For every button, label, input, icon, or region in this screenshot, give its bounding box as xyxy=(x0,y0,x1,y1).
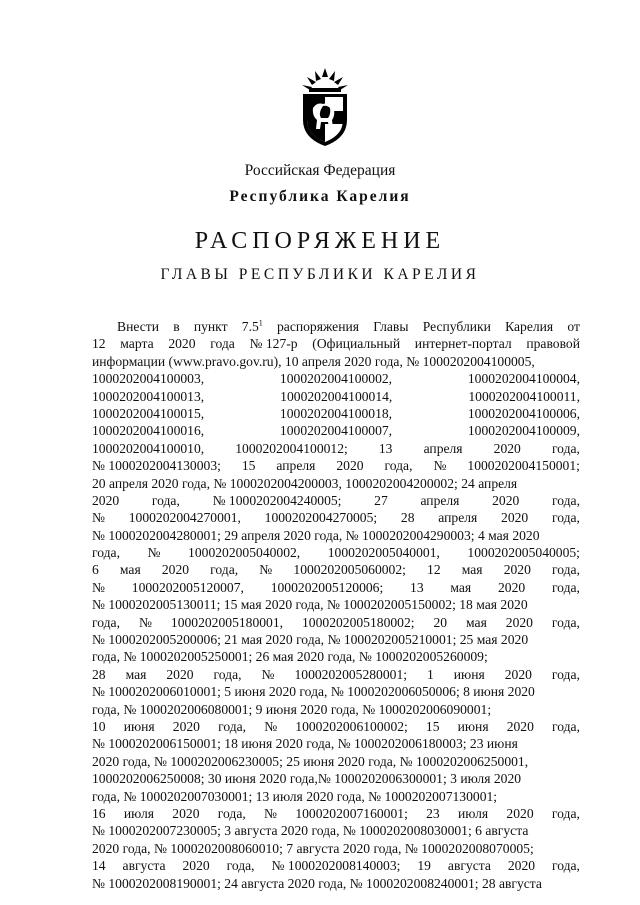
body-word: 6 xyxy=(92,562,99,578)
body-word: 1000202004100003, xyxy=(92,371,205,387)
body-word: года, xyxy=(551,858,580,874)
body-word: мая xyxy=(125,666,147,682)
body-word: 1000202007160001; xyxy=(295,805,408,821)
body-word: 16 xyxy=(92,805,106,821)
body-line xyxy=(92,857,580,874)
body-word: 1000202005280001; xyxy=(294,666,408,682)
body-word: 13 xyxy=(410,579,424,595)
body-word: 2020 года, № 1000202006230005; 25 июня 2020 года, № 1000202006250001, xyxy=(92,753,529,769)
body-word: года, № 1000202006080001; 9 июня 2020 года, № 1000202006090001; xyxy=(92,701,492,717)
body-word: года, xyxy=(92,545,120,561)
body-word: года, xyxy=(213,666,242,682)
body-word: № 1000202004240005; xyxy=(212,492,342,508)
body-word: № xyxy=(138,614,152,630)
body-word: № xyxy=(259,562,273,578)
body-word: 20 xyxy=(433,614,448,630)
body-word: 1000202004100007, xyxy=(279,423,393,439)
body-word: 1000202004100002, xyxy=(279,371,393,387)
body-line xyxy=(92,788,580,805)
body-word: 19 xyxy=(417,858,431,874)
body-word: 2020 xyxy=(497,579,526,595)
document-type-title: РАСПОРЯЖЕНИЕ xyxy=(194,228,446,254)
body-line xyxy=(92,544,580,561)
body-word: 12 xyxy=(427,562,441,578)
body-word: года, xyxy=(218,718,247,734)
body-word: № 1000202004280001; 29 апреля 2020 года, № 1000202004290003; 4 мая 2020 xyxy=(92,527,540,543)
body-line xyxy=(92,440,580,457)
body-word: 20 апреля 2020 года, № 1000202004200003, 1000202004200002; 24 апреля xyxy=(92,475,518,491)
body-word: 2020 xyxy=(493,440,521,456)
body-word: 1000202004270001, xyxy=(128,510,241,526)
body-word: апреля xyxy=(423,440,463,456)
body-word: 1000202006250008; 30 июня 2020 года,№ 1000202006300001; 3 июля 2020 xyxy=(92,771,522,787)
body-word: 2020 xyxy=(166,666,194,682)
body-line xyxy=(92,753,580,770)
body-word: Главы xyxy=(373,319,409,334)
body-word: № xyxy=(147,545,161,561)
body-line xyxy=(92,666,580,683)
body-word: Внести xyxy=(117,319,159,334)
body-word: № 1000202008140003; xyxy=(271,858,401,874)
body-word: 2020 xyxy=(506,805,534,821)
body-word: правовой xyxy=(526,336,580,352)
body-word: года, № 1000202007030001; 13 июля 2020 года, № 1000202007130001; xyxy=(92,788,498,804)
body-line xyxy=(92,579,580,596)
body-word: (Официальный xyxy=(312,336,401,352)
body-line xyxy=(92,805,580,822)
body-word: 1000202005040002, xyxy=(188,545,301,561)
body-word: 1000202005060002; xyxy=(293,562,406,578)
body-word: июня xyxy=(457,718,489,734)
country-name: Российская Федерация xyxy=(244,162,396,179)
body-word: 1000202005120006; xyxy=(270,579,384,595)
body-word: 15 xyxy=(241,458,256,474)
body-word: 1000202005120007, xyxy=(131,579,244,595)
body-line xyxy=(92,683,580,700)
body-word: № 1000202004130003; xyxy=(92,458,221,474)
body-word: года xyxy=(210,336,235,352)
body-line xyxy=(92,822,580,839)
body-word: 2020 xyxy=(507,858,536,874)
body-word: 1000202004100011, xyxy=(468,388,580,404)
body-word: 1000202004100006, xyxy=(467,405,580,421)
republic-name: Республика Карелия xyxy=(229,188,411,205)
body-line xyxy=(92,405,580,422)
body-line xyxy=(92,596,580,613)
body-line xyxy=(92,509,580,526)
body-line xyxy=(92,318,580,335)
body-word: года, xyxy=(226,858,255,874)
body-word: июня xyxy=(123,718,155,734)
body-word: № xyxy=(264,805,278,821)
body-line xyxy=(92,527,580,544)
body-word: 10 xyxy=(92,718,106,734)
body-word: года, xyxy=(552,562,580,578)
body-word: августа xyxy=(447,858,491,874)
body-line xyxy=(92,475,580,492)
document-body xyxy=(92,318,580,892)
body-word: интернет-портал xyxy=(414,336,512,352)
body-word: № xyxy=(264,718,278,734)
body-word: мая xyxy=(466,614,487,630)
body-word: июля xyxy=(123,805,155,821)
body-word: года, xyxy=(551,666,580,682)
body-line xyxy=(92,701,580,718)
body-word: 27 xyxy=(374,492,388,508)
body-word: года, xyxy=(551,614,580,630)
body-word: года, xyxy=(552,492,580,508)
body-line xyxy=(92,840,580,857)
body-line xyxy=(92,735,580,752)
body-word: № 1000202005130011; 15 мая 2020 года, № 1000202005150002; 18 мая 2020 xyxy=(92,597,528,613)
body-word: 2020 xyxy=(504,666,532,682)
body-word: 1000202004150001; xyxy=(467,458,580,474)
body-word: 1000202004100016, xyxy=(92,423,205,439)
body-word: 14 xyxy=(92,858,106,874)
body-word: июля xyxy=(458,805,489,821)
body-word: 2020 xyxy=(168,336,196,352)
body-line xyxy=(92,631,580,648)
body-word: 1000202004100004, xyxy=(467,371,580,387)
body-word: Карелия xyxy=(505,319,554,334)
body-word: 2020 xyxy=(506,718,534,734)
body-word: года, xyxy=(217,805,246,821)
body-word: апреля xyxy=(438,510,478,526)
body-word: $7.5^1$ xyxy=(241,318,263,334)
body-word: 2020 xyxy=(172,805,200,821)
body-word: июня xyxy=(453,666,485,682)
body-word: № 1000202005200006; 21 мая 2020 года, № 1000202005210001; 25 мая 2020 xyxy=(92,632,529,648)
body-word: 1000202006100002; xyxy=(295,718,408,734)
body-word: 2020 xyxy=(501,510,529,526)
body-word: 1000202005040001, xyxy=(327,545,440,561)
issuer-subtitle: ГЛАВЫ РЕСПУБЛИКИ КАРЕЛИЯ xyxy=(160,266,480,283)
body-word: 28 xyxy=(400,510,415,526)
footnote-mark: 1 xyxy=(258,318,263,328)
body-word: в xyxy=(173,319,180,334)
body-word: года, xyxy=(384,458,413,474)
body-word: 1000202004100015, xyxy=(92,405,205,421)
body-word: 2020 xyxy=(182,858,210,874)
body-line xyxy=(92,370,580,387)
body-word: 28 xyxy=(92,666,106,682)
body-word: года, xyxy=(210,562,239,578)
body-line xyxy=(92,561,580,578)
body-word: 23 xyxy=(426,805,440,821)
body-line xyxy=(92,335,580,352)
body-word: 1000202004270005; xyxy=(264,510,378,526)
body-line xyxy=(92,457,580,474)
body-word: года, xyxy=(551,510,580,526)
body-line xyxy=(92,614,580,631)
body-word: 1000202004100012; xyxy=(235,440,348,456)
body-word: № 1000202006010001; 5 июня 2020 года, № 1000202006050006; 8 июня 2020 xyxy=(92,684,535,700)
body-word: мая xyxy=(450,579,472,595)
body-word: августа xyxy=(122,858,166,874)
body-word: года, xyxy=(552,718,580,734)
body-line xyxy=(92,770,580,787)
body-word: 2020 xyxy=(172,718,200,734)
body-word: 1000202005040005; xyxy=(467,545,580,561)
body-word: № 1000202007230005; 3 августа 2020 года, № 1000202008030001; 6 августа xyxy=(92,823,529,839)
body-word: 2020 xyxy=(161,562,190,578)
body-word: 1000202004100010, xyxy=(92,440,205,456)
body-word: марта xyxy=(120,336,154,352)
body-word: года, xyxy=(551,440,580,456)
body-word: № 1000202008190001; 24 августа 2020 года, № 1000202008240001; 28 августа xyxy=(92,875,542,891)
body-word: 2020 xyxy=(492,492,520,508)
body-word: 2020 xyxy=(92,492,120,508)
body-word: 1000202004100014, xyxy=(280,388,393,404)
body-word: № xyxy=(261,666,275,682)
body-word: мая xyxy=(119,562,141,578)
body-word: № xyxy=(92,510,105,526)
body-word: года, xyxy=(551,579,580,595)
body-word: года, xyxy=(551,805,580,821)
body-word: мая xyxy=(461,562,483,578)
body-word: № xyxy=(433,458,447,474)
body-line xyxy=(92,422,580,439)
body-word: года, xyxy=(92,614,120,630)
body-word: 2020 xyxy=(336,458,364,474)
body-word: 1000202004100009, xyxy=(467,423,580,439)
body-word: 1000202004100018, xyxy=(279,405,393,421)
body-word: апреля xyxy=(420,492,460,508)
body-word: апреля xyxy=(276,458,316,474)
karelia-coat-of-arms-icon xyxy=(297,68,353,148)
body-word: пункт xyxy=(193,319,228,334)
body-line xyxy=(92,353,580,370)
body-word: № 1000202006150001; 18 июня 2020 года, № 1000202006180003; 23 июня xyxy=(92,736,518,752)
body-word: года, xyxy=(151,492,180,508)
body-word: 12 xyxy=(92,336,106,352)
body-word: № xyxy=(92,579,105,595)
body-word: 2020 xyxy=(503,562,531,578)
body-line xyxy=(92,648,580,665)
body-line xyxy=(92,388,580,405)
body-word: 15 xyxy=(425,718,440,734)
body-word: Республики xyxy=(422,319,491,334)
body-line xyxy=(92,875,580,892)
body-word: 2020 xyxy=(505,614,533,630)
body-line xyxy=(92,492,580,509)
body-word: 1000202005180001, xyxy=(170,614,284,630)
body-word: № 127-р xyxy=(249,336,298,352)
body-word: 1000202005180002; xyxy=(302,614,415,630)
body-word: года, № 1000202005250001; 26 мая 2020 года, № 1000202005260009; xyxy=(92,649,488,665)
body-line xyxy=(92,718,580,735)
body-word: информации (www.pravo.gov.ru), 10 апреля 2020 года, № 1000202004100005, xyxy=(92,353,535,369)
body-word: 2020 года, № 1000202008060010; 7 августа 2020 года, № 1000202008070005; xyxy=(92,840,534,856)
body-word: 13 xyxy=(378,440,393,456)
body-word: распоряжения xyxy=(276,319,360,334)
body-word: 1 xyxy=(427,666,434,682)
body-word: от xyxy=(567,319,580,334)
body-word: 1000202004100013, xyxy=(92,388,205,404)
